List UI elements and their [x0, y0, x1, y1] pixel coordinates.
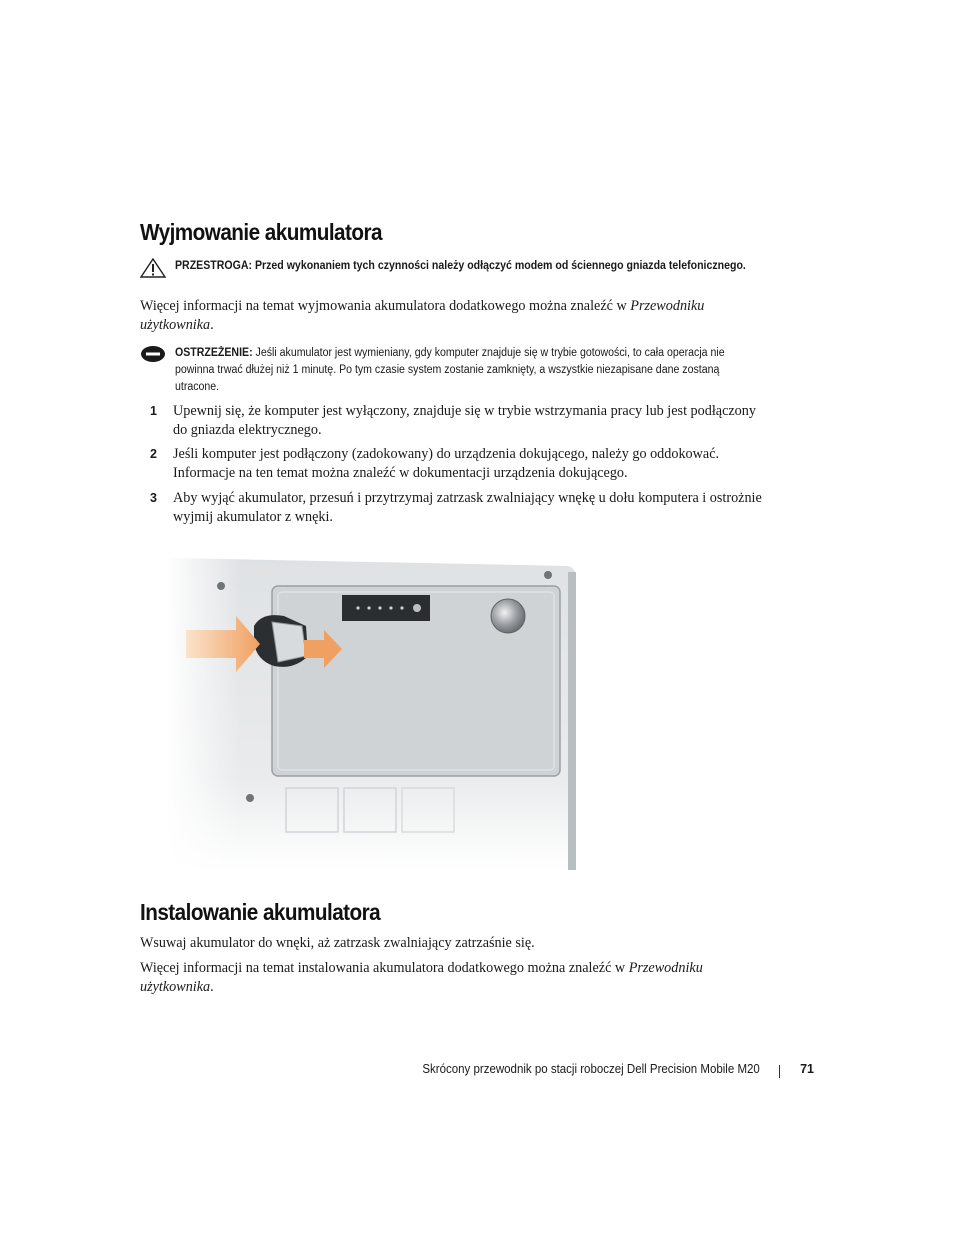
user-guide-reference: Przewodniku użytkownika	[140, 960, 703, 995]
step-item	[140, 402, 765, 440]
page-number: 71	[800, 1062, 814, 1076]
notice-text: Jeśli akumulator jest wymieniany, gdy komputer znajduje się w trybie gotowości, to cała operacja nie powinna trwać dłużej niż 1 minutę. Po tym czasie system zostanie zamknięty, a wszystkie niezapisane dane zostaną utracone.	[175, 347, 725, 393]
footer-separator	[779, 1065, 780, 1078]
step-item	[140, 489, 765, 527]
install-paragraph: Wsuwaj akumulator do wnęki, aż zatrzask zwalniający zatrzaśnie się.	[140, 935, 535, 951]
caution-text: Przed wykonaniem tych czynności należy odłączyć modem od ściennego gniazda telefonicznego.	[254, 260, 746, 272]
step-text: Jeśli komputer jest podłączony (zadokowany) do urządzenia dokującego, należy go oddokować. Informacje na ten temat można znaleźć w dokumentacji urządzenia dokującego.	[173, 446, 720, 481]
notice-label: OSTRZEŻENIE:	[175, 347, 253, 359]
step-number: 2	[150, 447, 157, 461]
user-guide-reference: Przewodniku użytkownika	[140, 298, 705, 333]
caution-note	[140, 258, 760, 275]
step-text: Upewnij się, że komputer jest wyłączony, znajduje się w trybie wstrzymania pracy lub jest podłączony do gniazda elektrycznego.	[173, 403, 756, 438]
page-footer	[380, 1062, 814, 1082]
step-number: 1	[150, 404, 157, 418]
warning-triangle-icon	[140, 258, 166, 278]
section-title-remove-battery: Wyjmowanie akumulatora	[140, 219, 382, 245]
battery-removal-illustration	[166, 552, 580, 872]
footer-title: Skrócony przewodnik po stacji roboczej Dell Precision Mobile M20	[422, 1062, 760, 1076]
notice-icon	[140, 345, 166, 363]
install-reference-paragraph: Więcej informacji na temat instalowania akumulatora dodatkowego można znaleźć w Przewodniku użytkownika.	[140, 960, 703, 995]
notice-note	[140, 345, 760, 396]
step-number: 3	[150, 491, 157, 505]
remove-intro-paragraph: Więcej informacji na temat wyjmowania akumulatora dodatkowego można znaleźć w Przewodniku użytkownika.	[140, 298, 705, 333]
step-item	[140, 445, 765, 483]
step-text: Aby wyjąć akumulator, przesuń i przytrzymaj zatrzask zwalniający wnękę u dołu komputera i ostrożnie wyjmij akumulator z wnęki.	[173, 490, 762, 525]
caution-label: PRZESTROGA:	[175, 260, 253, 272]
section-title-install-battery: Instalowanie akumulatora	[140, 899, 381, 925]
